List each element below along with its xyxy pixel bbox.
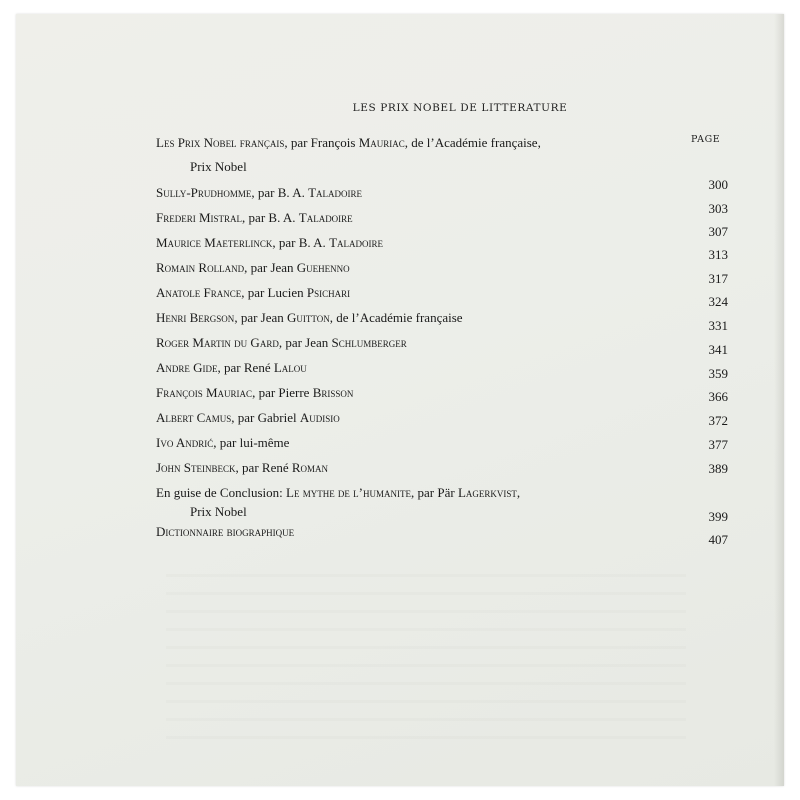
- page-number: 407: [708, 532, 728, 547]
- page-edge-shadow: [774, 14, 784, 786]
- toc-entry-dictionnaire: [156, 524, 294, 540]
- toc-entry-romain-rolland: [156, 260, 350, 276]
- toc-entry-prix-nobel-francais: [156, 135, 541, 151]
- entry-sep: , par B. A.: [272, 235, 330, 250]
- page-number: 303: [708, 201, 728, 216]
- entry-author: Taladoire: [329, 235, 383, 250]
- entry-title: François Mauriac: [156, 385, 253, 400]
- entry-sep: , par Jean: [244, 260, 297, 275]
- toc-entry-conclusion: [156, 485, 520, 501]
- entry-title: Les Prix Nobel français: [156, 135, 285, 150]
- entry-sep: , par Pär: [411, 485, 458, 500]
- page-number: 366: [708, 389, 728, 404]
- entry-sep: , par B. A.: [242, 210, 299, 225]
- entry-author: Mauriac: [358, 135, 405, 150]
- entry-title: Dictionnaire biographique: [156, 524, 295, 539]
- page-number: 341: [708, 342, 728, 357]
- toc-entry-sully-prudhomme: [156, 185, 362, 201]
- entry-line2: Prix Nobel: [190, 504, 247, 519]
- entry-title: John Steinbeck: [156, 460, 236, 475]
- toc-entry-anatole-france: [156, 285, 350, 301]
- entry-sep: , par Lucien: [241, 285, 307, 300]
- entry-author: Schlumberger: [331, 335, 407, 350]
- page-number: 313: [708, 247, 728, 262]
- page-number: 359: [708, 366, 728, 381]
- entry-author: Roman: [291, 460, 329, 475]
- entry-author: Audisio: [299, 410, 340, 425]
- page-number: 377: [708, 437, 728, 452]
- entry-author: Guehenno: [296, 260, 350, 275]
- toc-entry-maurice-maeterlinck: [156, 235, 383, 251]
- toc-entry-ivo-andric: [156, 435, 289, 451]
- page-number: 331: [708, 318, 728, 333]
- page-number: 300: [708, 177, 728, 192]
- page-number: 389: [708, 461, 728, 476]
- entry-sep: , par René: [235, 460, 292, 475]
- entry-author: Lagerkvist: [457, 485, 517, 500]
- entry-rest: , de l’Académie française,: [404, 135, 541, 150]
- page-column-label: PAGE: [691, 134, 721, 145]
- entry-rest: ,: [516, 485, 521, 500]
- toc-entry-john-steinbeck: [156, 460, 328, 476]
- toc-entry-prix-nobel-francais-cont: [190, 159, 247, 175]
- toc-entry-conclusion-cont: [190, 504, 247, 520]
- entry-sep: , par Jean: [234, 310, 288, 325]
- page-number: 324: [708, 294, 728, 309]
- toc-entry-francois-mauriac: [156, 385, 353, 401]
- entry-title: Andre Gide: [156, 360, 218, 375]
- entry-sep: , par B. A.: [251, 185, 309, 200]
- entry-sep: , par Jean: [278, 335, 332, 350]
- entry-author: Lalou: [273, 360, 307, 375]
- entry-title: Albert Camus: [156, 410, 232, 425]
- toc-entry-albert-camus: [156, 410, 340, 426]
- entry-sep: , par lui-même: [213, 435, 290, 450]
- entry-title: Frederi Mistral: [156, 210, 243, 225]
- show-through-text: [166, 574, 686, 754]
- entry-author: Guitton: [287, 310, 330, 325]
- page-number: 307: [708, 224, 728, 239]
- entry-author: Psichari: [306, 285, 351, 300]
- entry-sep: , par René: [217, 360, 274, 375]
- entry-line2: Prix Nobel: [190, 159, 247, 174]
- page-number: 399: [708, 509, 728, 524]
- entry-title: Roger Martin du Gard: [156, 335, 279, 350]
- entry-title: Ivo Andrić: [156, 435, 214, 450]
- entry-title: Anatole France: [156, 285, 242, 300]
- entry-title: Le mythe de l’humanite: [286, 485, 412, 500]
- toc-entry-frederi-mistral: [156, 210, 353, 226]
- toc-entry-andre-gide: [156, 360, 307, 376]
- entry-sep: , par François: [284, 135, 359, 150]
- entry-author: Taladoire: [308, 185, 363, 200]
- entry-title-plain: En guise de Conclusion:: [156, 485, 286, 500]
- entry-sep: , par Pierre: [252, 385, 313, 400]
- toc-entry-roger-martin-du-gard: [156, 335, 407, 351]
- entry-author: Taladoire: [298, 210, 353, 225]
- entry-author: Brisson: [312, 385, 354, 400]
- entry-sep: , par Gabriel: [231, 410, 300, 425]
- entry-title: Sully-Prudhomme: [156, 185, 252, 200]
- page-number: 372: [708, 413, 728, 428]
- page-heading: LES PRIX NOBEL DE LITTERATURE: [352, 102, 568, 114]
- entry-title: Maurice Maeterlinck: [156, 235, 273, 250]
- entry-title: Romain Rolland: [156, 260, 245, 275]
- page-number: 317: [708, 271, 728, 286]
- entry-title: Henri Bergson: [156, 310, 235, 325]
- book-page: [16, 14, 784, 786]
- toc-entry-henri-bergson: [156, 310, 463, 326]
- entry-rest: , de l’Académie française: [329, 310, 463, 325]
